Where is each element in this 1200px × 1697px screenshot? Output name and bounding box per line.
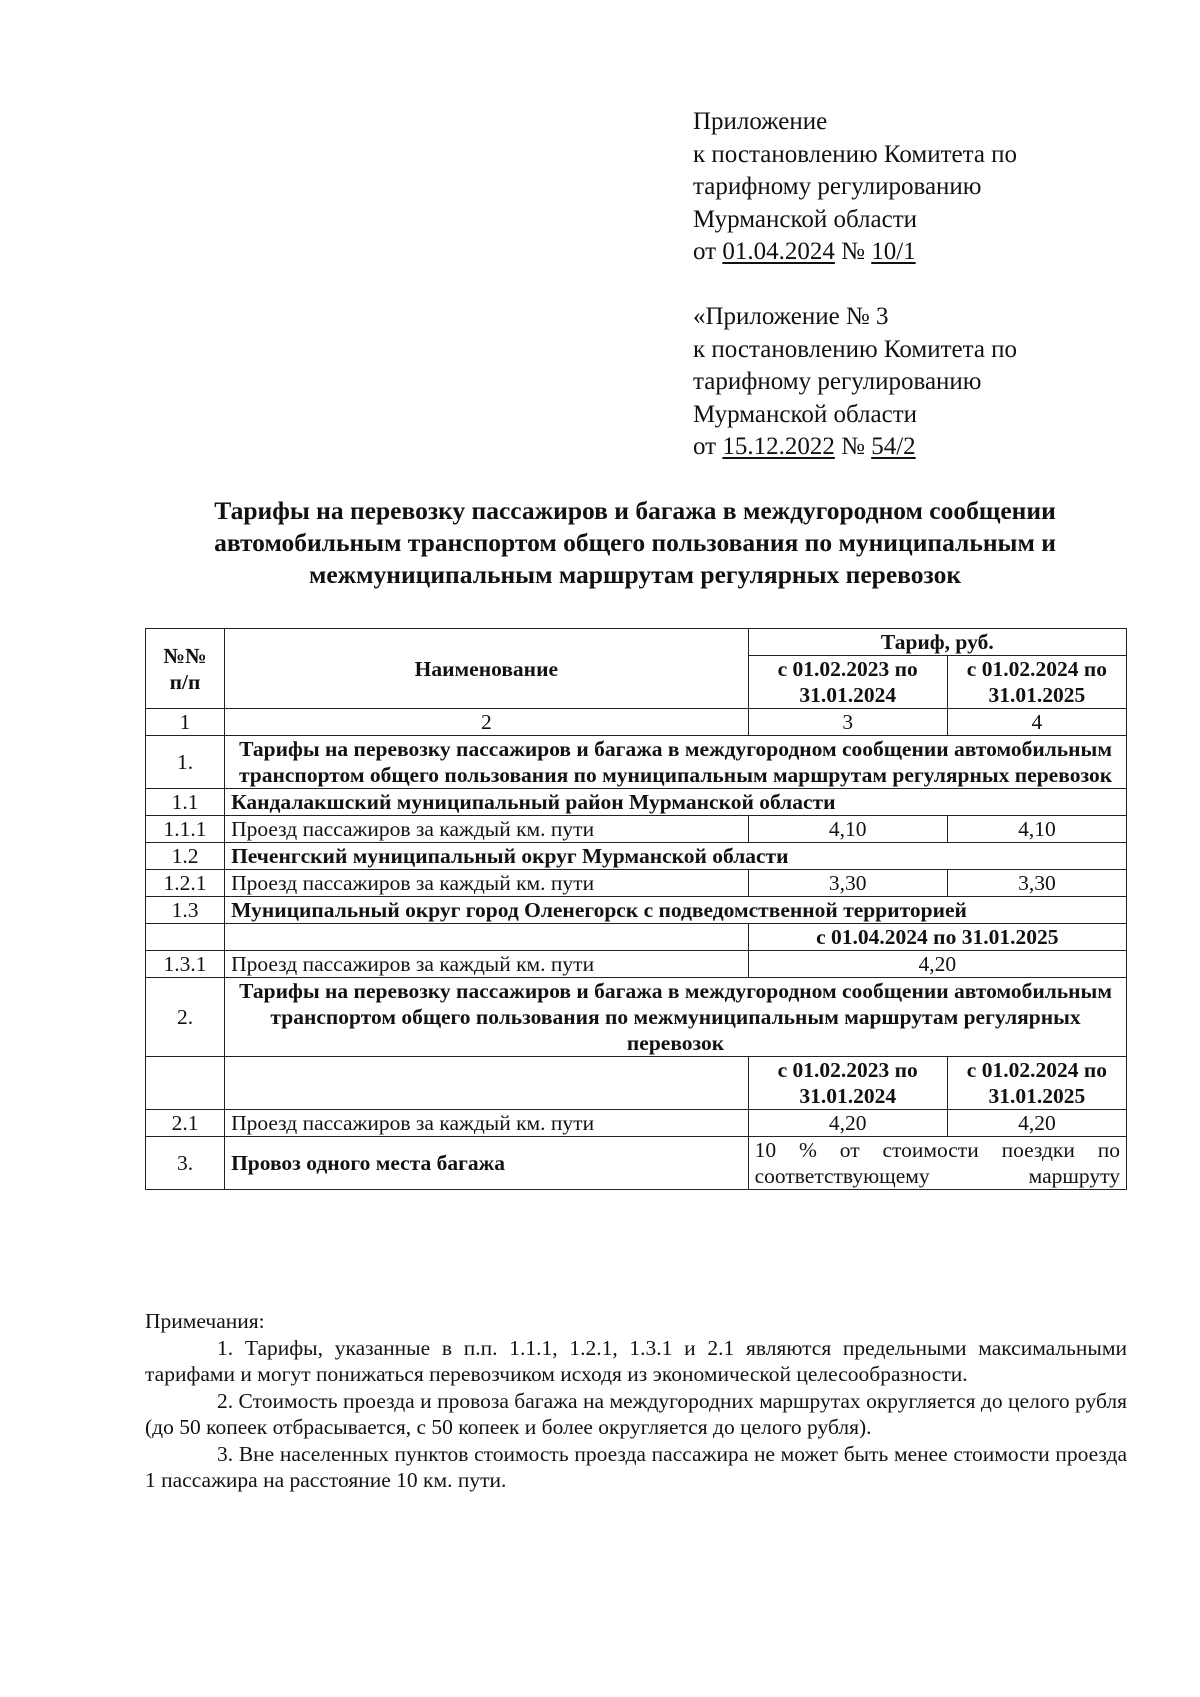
number-prefix: № [841,433,865,460]
period-row [146,1057,1127,1110]
header-line: Мурманской области [693,400,918,428]
row-number: 2. [146,978,225,1057]
row-number: 1.3.1 [146,951,225,978]
period-header: с 01.02.2024 по 31.01.2025 [947,1057,1126,1110]
row-number: 3. [146,1137,225,1190]
section-row [146,978,1127,1057]
row-number: 1.1.1 [146,816,225,843]
column-index: 4 [947,709,1126,736]
notes-section [145,1308,1127,1494]
col-number-header: №№ п/п [146,629,225,709]
table-row [146,816,1127,843]
section-title: Тарифы на перевозку пассажиров и багажа в междугородном сообщении автомобильным транспортом общего пользования по межмуниципальным маршрутам регулярных перевозок [225,978,1127,1057]
subsection-row [146,897,1127,924]
note-item: 1. Тарифы, указанные в п.п. 1.1.1, 1.2.1, 1.3.1 и 2.1 являются предельными максимальными тарифами и могут понижаться перевозчиком исходя из экономической целесообразности. [145,1335,1127,1386]
header-line: к постановлению Комитета по [693,140,1018,168]
empty-cell [146,924,225,951]
header-line: Мурманской области [693,205,918,233]
table-row [146,870,1127,897]
subsection-row [146,789,1127,816]
col-name-header: Наименование [225,629,749,709]
column-index-row [146,709,1127,736]
period-header: с 01.02.2023 по 31.01.2024 [748,1057,947,1110]
row-number: 2.1 [146,1110,225,1137]
resolution-number: 54/2 [871,433,916,460]
header-line: тарифному регулированию [693,368,982,395]
baggage-tariff-value: 10 % от стоимости поездки по соответствующему маршруту [748,1137,1126,1190]
row-number: 1. [146,736,225,789]
row-number: 1.3 [146,897,225,924]
row-name: Проезд пассажиров за каждый км. пути [225,951,749,978]
appendix-3-header [693,301,1153,464]
row-number: 1.2 [146,843,225,870]
header-line: к постановлению Комитета по [693,335,1018,363]
tariff-value: 3,30 [947,870,1126,897]
header-line: Приложение [693,108,828,135]
document-title: Тарифы на перевозку пассажиров и багажа в междугородном сообщении автомобильным транспортом общего пользования по муниципальным и межмуниципальным маршрутам регулярных перевозок [214,496,1056,589]
tariff-value: 3,30 [748,870,947,897]
tariff-value: 4,10 [947,816,1126,843]
row-name: Проезд пассажиров за каждый км. пути [225,816,749,843]
column-index: 2 [225,709,749,736]
period-row [146,924,1127,951]
date-prefix: от [693,433,717,460]
number-prefix: № [841,238,865,265]
row-number: 1.1 [146,789,225,816]
resolution-number: 10/1 [871,238,916,265]
tariff-value: 4,20 [748,951,1126,978]
header-line: тарифному регулированию [693,173,982,200]
tariff-value: 4,20 [947,1110,1126,1137]
resolution-date: 15.12.2022 [722,433,835,460]
table-row [146,1137,1127,1190]
section-row [146,736,1127,789]
note-item: 2. Стоимость проезда и провоза багажа на междугородних маршрутах округляется до целого рубля (до 50 копеек отбрасывается, с 50 копеек и более округляется до целого рубля). [145,1388,1127,1439]
subsection-title: Кандалакшский муниципальный район Мурманской области [225,789,1127,816]
tariff-value: 4,10 [748,816,947,843]
row-name: Проезд пассажиров за каждый км. пути [225,1110,749,1137]
header-date-line [693,236,1153,269]
tariff-table [145,628,1127,1190]
note-item: 3. Вне населенных пунктов стоимость проезда пассажира не может быть менее стоимости проезда 1 пассажира на расстояние 10 км. пути. [145,1441,1127,1492]
empty-cell [146,1057,225,1110]
header-date-line [693,431,1153,464]
table-header-row [146,629,1127,656]
resolution-date: 01.04.2024 [722,238,835,265]
row-name: Провоз одного места багажа [225,1137,749,1190]
appendix-header [693,106,1153,269]
table-row [146,951,1127,978]
col-tariff-header: Тариф, руб. [748,629,1126,656]
column-index: 1 [146,709,225,736]
header-line: «Приложение № 3 [693,303,889,330]
date-prefix: от [693,238,717,265]
section-title: Тарифы на перевозку пассажиров и багажа в междугородном сообщении автомобильным транспортом общего пользования по муниципальным маршрутам регулярных перевозок [225,736,1127,789]
subsection-title: Муниципальный округ город Оленегорск с подведомственной территорией [225,897,1127,924]
subsection-row [146,843,1127,870]
row-number: 1.2.1 [146,870,225,897]
period-header: с 01.04.2024 по 31.01.2025 [748,924,1126,951]
column-index: 3 [748,709,947,736]
empty-cell [225,924,749,951]
tariff-value: 4,20 [748,1110,947,1137]
period-header: с 01.02.2024 по 31.01.2025 [947,656,1126,709]
period-header: с 01.02.2023 по 31.01.2024 [748,656,947,709]
row-name: Проезд пассажиров за каждый км. пути [225,870,749,897]
notes-title: Примечания: [145,1309,265,1333]
subsection-title: Печенгский муниципальный округ Мурманской области [225,843,1127,870]
empty-cell [225,1057,749,1110]
table-row [146,1110,1127,1137]
